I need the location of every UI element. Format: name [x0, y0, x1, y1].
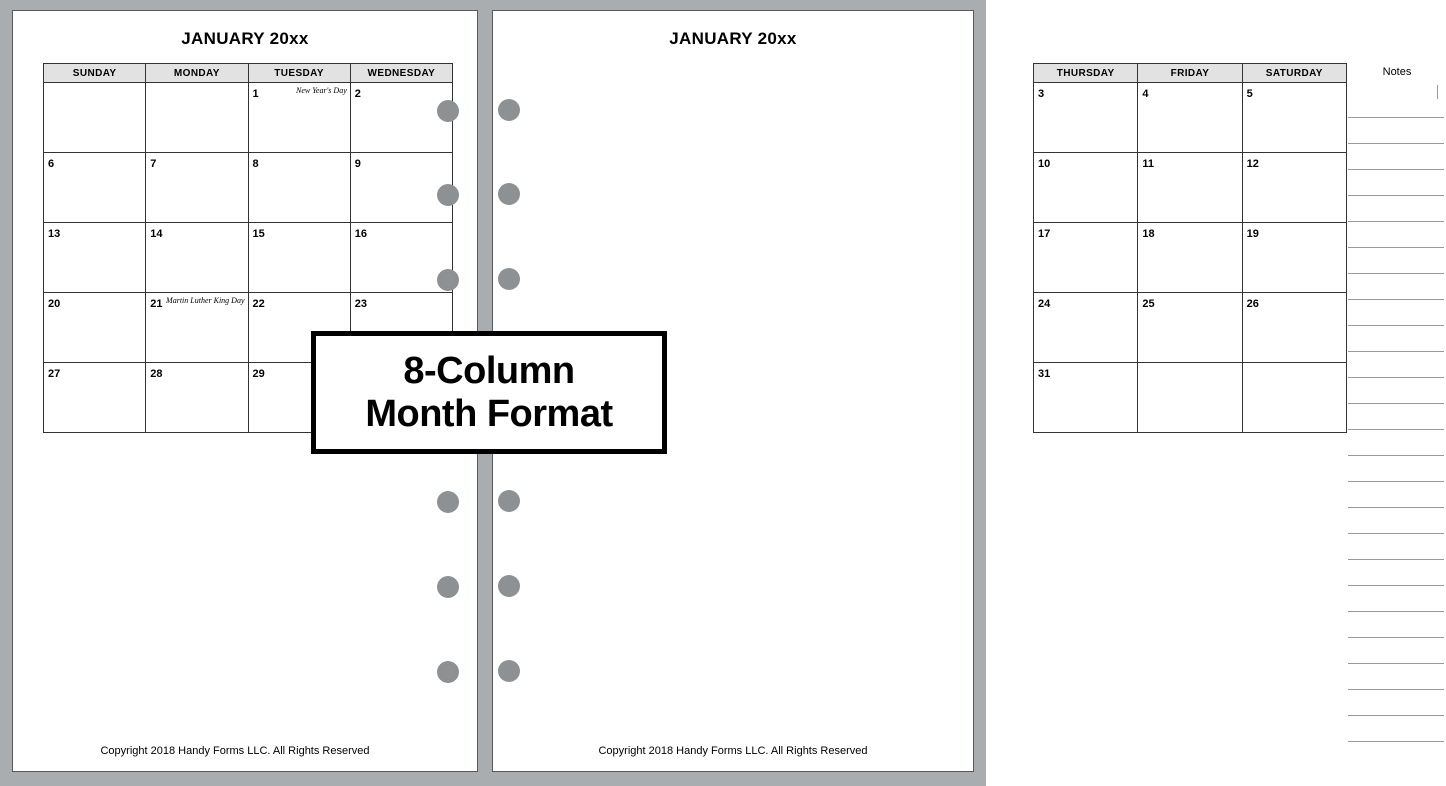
note-line[interactable] — [1348, 273, 1444, 274]
day-cell[interactable] — [1034, 83, 1138, 153]
binder-hole — [498, 268, 520, 290]
day-number: 2 — [354, 88, 361, 100]
note-line[interactable] — [1348, 741, 1444, 742]
day-cell[interactable] — [1138, 293, 1242, 363]
left-copyright: Copyright 2018 Handy Forms LLC. All Rights Reserved — [100, 745, 370, 757]
day-number: 6 — [48, 158, 55, 170]
right-weeks-body — [1034, 83, 1347, 433]
note-line[interactable] — [1348, 169, 1444, 170]
note-line[interactable] — [1348, 403, 1444, 404]
column-header-wednesday: WEDNESDAY — [350, 64, 452, 83]
day-cell[interactable] — [1138, 223, 1242, 293]
note-line[interactable] — [1348, 195, 1444, 196]
binder-hole — [437, 269, 459, 291]
note-line[interactable] — [1348, 533, 1444, 534]
notes-column — [1348, 63, 1446, 743]
day-cell[interactable] — [248, 83, 350, 153]
day-cell[interactable] — [44, 363, 146, 433]
week-row — [1034, 293, 1347, 363]
note-line[interactable] — [1348, 143, 1444, 144]
note-line[interactable] — [1348, 377, 1444, 378]
day-number: 3 — [1038, 88, 1045, 100]
day-number — [1244, 375, 1247, 377]
day-number: 29 — [252, 368, 265, 380]
banner-line-1: 8-Column — [403, 349, 575, 392]
right-month-title: JANUARY 20xx — [669, 29, 797, 48]
day-cell[interactable] — [1138, 83, 1242, 153]
note-line[interactable] — [1348, 715, 1444, 716]
binder-hole — [498, 575, 520, 597]
column-header-thursday: THURSDAY — [1034, 64, 1138, 83]
binder-hole — [437, 100, 459, 122]
note-line[interactable] — [1348, 299, 1444, 300]
day-cell[interactable] — [248, 223, 350, 293]
binder-hole — [437, 576, 459, 598]
day-number: 27 — [48, 368, 61, 380]
format-banner — [311, 331, 667, 454]
binder-hole — [498, 183, 520, 205]
right-copyright: Copyright 2018 Handy Forms LLC. All Rights Reserved — [598, 745, 868, 757]
note-line[interactable] — [1348, 429, 1444, 430]
day-number: 9 — [354, 158, 361, 170]
day-number: 8 — [252, 158, 259, 170]
note-line[interactable] — [1348, 637, 1444, 638]
left-header-row — [44, 64, 453, 83]
column-header-tuesday: TUESDAY — [248, 64, 350, 83]
column-header-saturday: SATURDAY — [1242, 64, 1346, 83]
day-number: 23 — [354, 298, 367, 310]
day-number: 31 — [1038, 368, 1051, 380]
week-row — [1034, 363, 1347, 433]
day-number: 17 — [1038, 228, 1051, 240]
day-cell[interactable] — [44, 223, 146, 293]
day-number: 21 — [150, 298, 163, 310]
day-note: Martin Luther King Day — [166, 296, 245, 305]
note-line[interactable] — [1348, 325, 1444, 326]
day-number: 7 — [150, 158, 157, 170]
day-number: 1 — [252, 88, 259, 100]
day-number: 25 — [1142, 298, 1155, 310]
notes-label: Notes — [1382, 66, 1412, 78]
day-number: 26 — [1246, 298, 1259, 310]
day-cell[interactable] — [1034, 223, 1138, 293]
day-number: 10 — [1038, 158, 1051, 170]
note-line[interactable] — [1348, 221, 1444, 222]
day-cell[interactable] — [44, 293, 146, 363]
day-cell[interactable] — [146, 223, 248, 293]
day-cell[interactable] — [146, 293, 248, 363]
day-number: 20 — [48, 298, 61, 310]
binder-hole — [437, 491, 459, 513]
note-line[interactable] — [1348, 689, 1444, 690]
day-number — [1139, 375, 1142, 377]
day-cell[interactable] — [146, 363, 248, 433]
notes-lines[interactable] — [1348, 83, 1446, 739]
day-number: 15 — [252, 228, 265, 240]
week-row — [1034, 83, 1347, 153]
day-number: 12 — [1246, 158, 1259, 170]
day-cell[interactable] — [1242, 293, 1346, 363]
day-number: 13 — [48, 228, 61, 240]
right-calendar-table — [1033, 63, 1347, 433]
week-row — [1034, 153, 1347, 223]
day-number: 19 — [1246, 228, 1259, 240]
day-cell[interactable] — [1242, 363, 1346, 433]
day-cell[interactable] — [146, 153, 248, 223]
note-line[interactable] — [1348, 351, 1444, 352]
day-number: 24 — [1038, 298, 1051, 310]
week-row — [44, 153, 453, 223]
note-line[interactable] — [1348, 117, 1444, 118]
day-number: 4 — [1142, 88, 1149, 100]
day-number — [45, 95, 48, 97]
day-cell[interactable] — [1242, 223, 1346, 293]
day-number: 14 — [150, 228, 163, 240]
banner-line-2: Month Format — [365, 392, 613, 435]
day-note: New Year's Day — [295, 86, 347, 95]
binder-hole — [498, 660, 520, 682]
binder-hole — [498, 99, 520, 121]
week-row — [44, 223, 453, 293]
note-line[interactable] — [1348, 585, 1444, 586]
week-row — [44, 83, 453, 153]
day-cell[interactable] — [1034, 363, 1138, 433]
day-cell[interactable] — [146, 83, 248, 153]
day-number — [147, 95, 150, 97]
note-line[interactable] — [1348, 247, 1444, 248]
day-cell[interactable] — [1034, 153, 1138, 223]
note-line[interactable] — [1348, 455, 1444, 456]
day-cell[interactable] — [1242, 83, 1346, 153]
note-line[interactable] — [1348, 663, 1444, 664]
left-month-title: JANUARY 20xx — [181, 29, 309, 48]
day-cell[interactable] — [44, 153, 146, 223]
week-row — [1034, 223, 1347, 293]
day-cell[interactable] — [1138, 153, 1242, 223]
day-cell[interactable] — [1138, 363, 1242, 433]
note-line[interactable] — [1348, 611, 1444, 612]
day-cell[interactable] — [44, 83, 146, 153]
day-cell[interactable] — [248, 153, 350, 223]
day-number: 22 — [252, 298, 265, 310]
note-line[interactable] — [1348, 481, 1444, 482]
binder-hole — [437, 184, 459, 206]
column-header-sunday: SUNDAY — [44, 64, 146, 83]
day-cell[interactable] — [1034, 293, 1138, 363]
day-number: 18 — [1142, 228, 1155, 240]
column-header-monday: MONDAY — [146, 64, 248, 83]
day-number: 28 — [150, 368, 163, 380]
day-number: 16 — [354, 228, 367, 240]
binder-hole — [437, 661, 459, 683]
note-line[interactable] — [1348, 507, 1444, 508]
day-number: 11 — [1142, 158, 1154, 170]
right-header-row — [1034, 64, 1347, 83]
binder-hole — [498, 490, 520, 512]
day-number: 5 — [1246, 88, 1253, 100]
day-cell[interactable] — [1242, 153, 1346, 223]
note-line[interactable] — [1348, 559, 1444, 560]
column-header-friday: FRIDAY — [1138, 64, 1242, 83]
